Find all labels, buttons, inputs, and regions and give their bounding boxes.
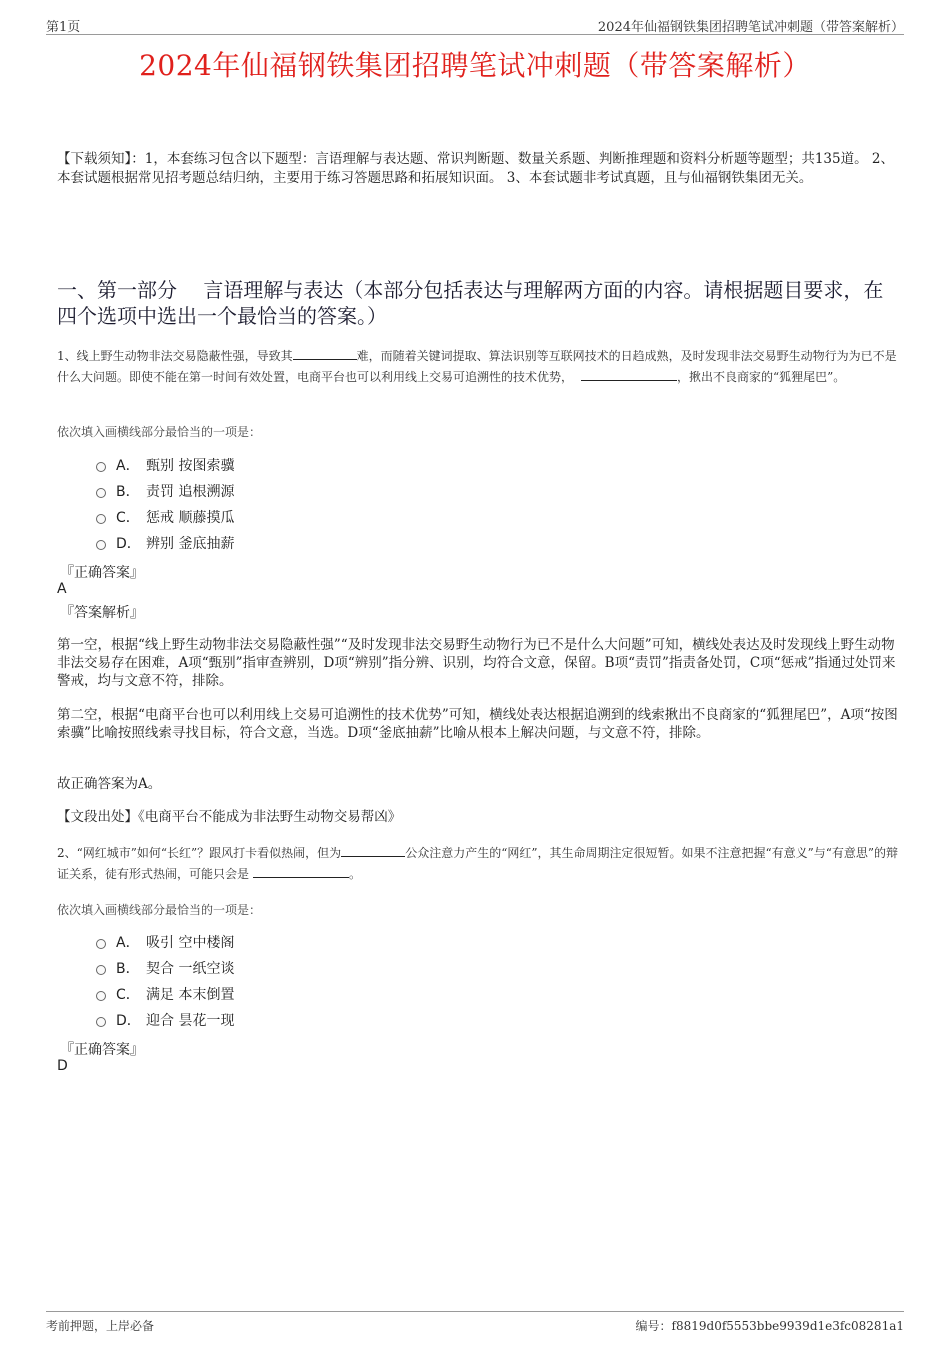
radio-icon[interactable] [96,1017,106,1027]
q2-prompt: 依次填入画横线部分最恰当的一项是： [57,903,262,917]
download-notice: 【下载须知】：1，本套练习包含以下题型：言语理解与表达题、常识判断题、数量关系题、判断推理题和资料分析题等题型；共135道。 2、本套试题根据常见招考题总结归纳，主要用于练习答题思路和拓展知识面。 3、本套试题非考试真题，且与仙福钢铁集团无关。 [57,151,894,186]
question-1-text [57,346,902,388]
option-text: 满足 本末倒置 [146,987,235,1003]
page-number: 第1页 [46,20,81,35]
option-text: 辨别 釜底抽薪 [146,536,235,552]
q1-blank-2 [581,368,677,381]
radio-icon[interactable] [96,540,106,550]
option-text: 迎合 昙花一现 [146,1013,235,1029]
footer-doc-id: 编号：f8819d0f5553bbe9939d1e3fc08281a1 [635,1319,904,1333]
q2-option-b[interactable] [96,955,234,981]
q1-answer-label: 『正确答案』 [60,565,144,581]
footer-slogan: 考前押题，上岸必备 [46,1319,155,1333]
option-letter: D． [116,1013,141,1029]
page-footer [46,1311,904,1334]
question-2-text [57,843,902,885]
q1-text-part-a: 1、线上野生动物非法交易隐蔽性强，导致其 [57,349,293,363]
radio-icon[interactable] [96,514,106,524]
q1-answer: A [57,581,67,597]
radio-icon[interactable] [96,488,106,498]
option-letter: D． [116,536,141,552]
radio-icon[interactable] [96,462,106,472]
header-doc-title: 2024年仙福钢铁集团招聘笔试冲刺题（带答案解析） [597,20,904,35]
radio-icon[interactable] [96,939,106,949]
q2-option-a[interactable] [96,929,234,955]
q1-option-d[interactable] [96,530,234,556]
q1-analysis-2: 第二空，根据“电商平台也可以利用线上交易可追溯性的技术优势”可知，横线处表达根据追溯到的线索揪出不良商家的“狐狸尾巴”，A项“按图索骥”比喻按照线索寻找目标，符合文意，当选。D项“釜底抽薪”比喻从根本上解决问题，与文意不符，排除。 [57,707,898,741]
q1-option-a[interactable] [96,452,234,478]
q2-text-part-c: 。 [349,867,362,881]
option-letter: C． [116,987,140,1003]
option-text: 甄别 按图索骥 [146,458,235,474]
radio-icon[interactable] [96,965,106,975]
q1-conclusion: 故正确答案为A。 [57,776,162,792]
document-title: 2024年仙福钢铁集团招聘笔试冲刺题（带答案解析） [139,49,811,82]
q2-options [96,929,234,1033]
q2-answer-label: 『正确答案』 [60,1042,144,1058]
q2-blank-1 [341,844,405,857]
option-text: 惩戒 顺藤摸瓜 [146,510,235,526]
q1-blank-1 [293,347,357,360]
q1-option-b[interactable] [96,478,234,504]
option-letter: B． [116,484,140,500]
option-letter: A． [116,935,140,951]
q2-blank-2 [253,865,349,878]
option-text: 责罚 追根溯源 [146,484,235,500]
option-text: 契合 一纸空谈 [146,961,235,977]
q1-source: 【文段出处】《电商平台不能成为非法野生动物交易帮凶》 [57,809,402,825]
q2-answer: D [57,1058,68,1074]
q2-option-c[interactable] [96,981,234,1007]
q1-text-part-c: ，揪出不良商家的“狐狸尾巴”。 [677,370,846,384]
q1-options [96,452,234,556]
option-letter: B． [116,961,140,977]
q1-text-part-b: 难，而随着关键词提取、算法识别等互联网技术的日趋成熟，及时发现非法交易野生动物行为为已不是什么大问题。即使不能在第一时间有效处置，电商平台也可以利用线上交易可追溯性的技术优势， [57,349,897,384]
page-header [46,14,904,35]
option-text: 吸引 空中楼阁 [146,935,235,951]
section-heading: 一、第一部分 言语理解与表达（本部分包括表达与理解两方面的内容。请根据题目要求，在四个选项中选出一个最恰当的答案。） [57,278,884,328]
q2-text-part-a: 2、“网红城市”如何“长红”？跟风打卡看似热闹，但为 [57,846,342,860]
q2-text-part-b: 公众注意力产生的“网红”，其生命周期注定很短暂。如果不注意把握“有意义”与“有意思”的辩证关系，徒有形式热闹，可能只会是 [57,846,898,881]
option-letter: A． [116,458,140,474]
q1-analysis-label: 『答案解析』 [60,605,144,621]
q1-prompt: 依次填入画横线部分最恰当的一项是： [57,425,262,439]
q1-option-c[interactable] [96,504,234,530]
q1-analysis-1: 第一空，根据“线上野生动物非法交易隐蔽性强”“及时发现非法交易野生动物行为已不是什么大问题”可知，横线处表达及时发现线上野生动物非法交易存在困难，A项“甄别”指审查辨别，D项“辨别”指分辨、识别，均符合文意，保留。B项“责罚”指责备处罚，C项“惩戒”指通过处罚来警戒，均与文意不符，排除。 [57,637,896,689]
option-letter: C． [116,510,140,526]
radio-icon[interactable] [96,991,106,1001]
q2-option-d[interactable] [96,1007,234,1033]
